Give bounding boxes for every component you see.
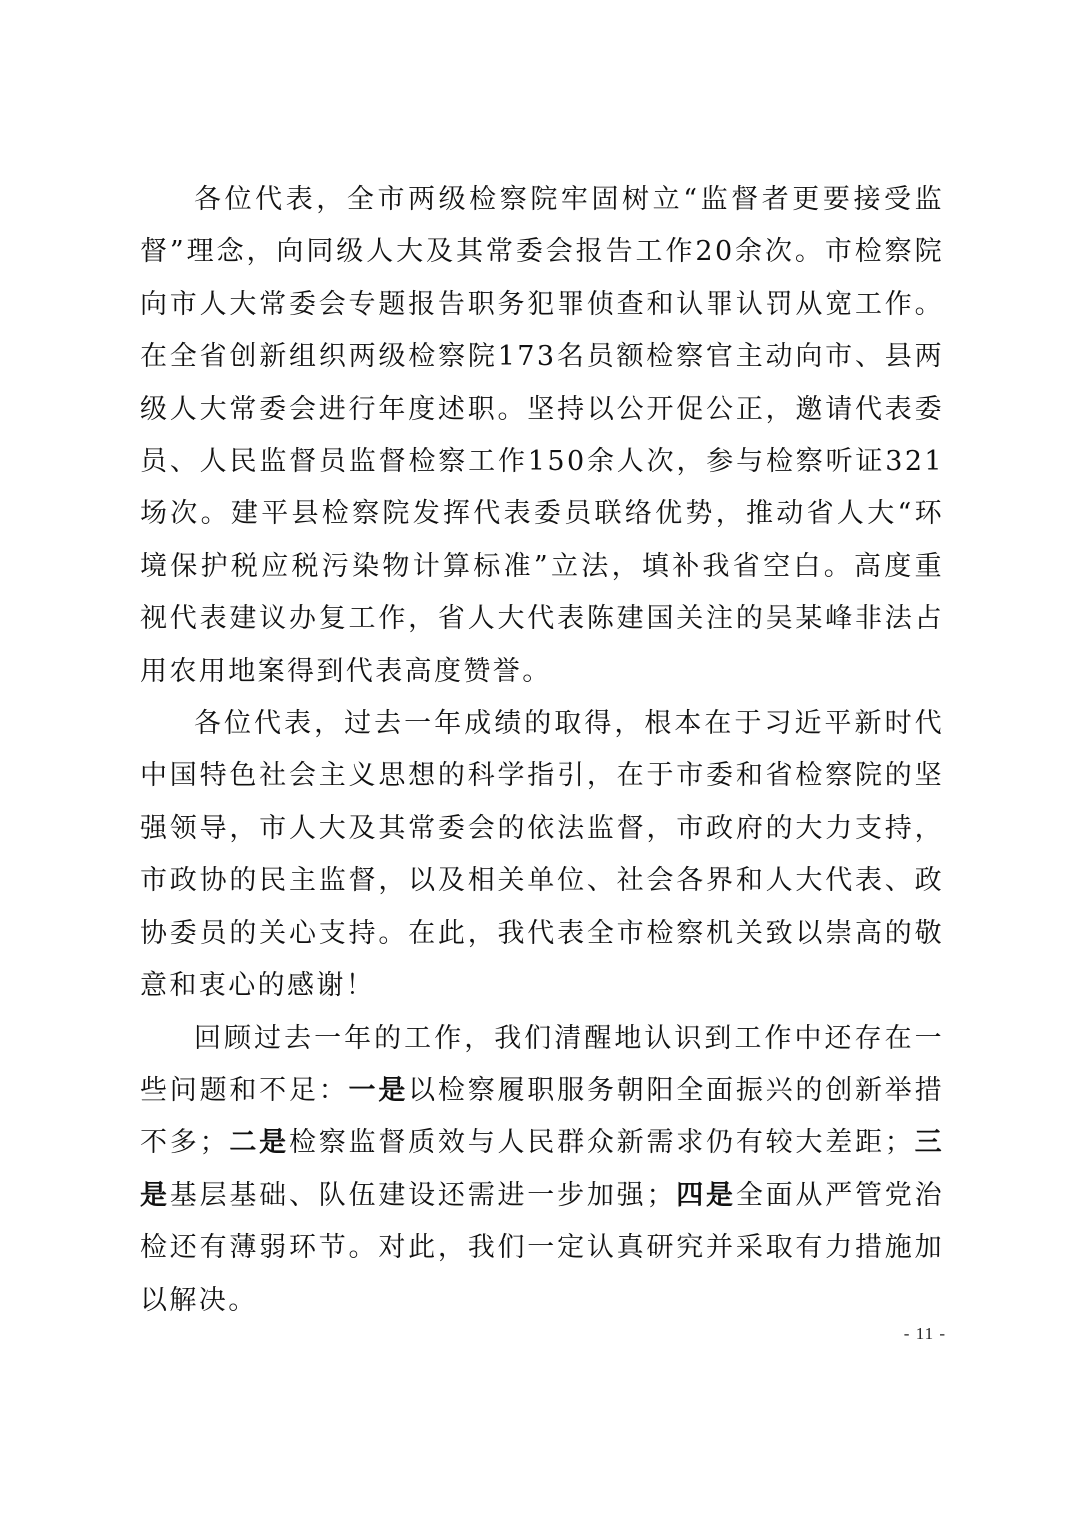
- point-four-label: 四是: [675, 1179, 736, 1211]
- point-one-text: 以检察履职服务朝阳全面振兴的创新举措不多；: [140, 1074, 944, 1159]
- point-two-label: 二是: [228, 1127, 289, 1159]
- paragraph-2-text: 各位代表，过去一年成绩的取得，根本在于习近平新时代中国特色社会主义思想的科学指引，在于市委和省检察院的坚强领导，市人大及其常委会的依法监督，市政府的大力支持，市政协的民主监督，以及相关单位、社会各界和人大代表、政协委员的关心支持。在此，我代表全市检察机关致以崇高的敬意和衷心的感谢！: [140, 708, 944, 1002]
- point-two-text: 检察监督质效与人民群众新需求仍有较大差距；: [288, 1127, 915, 1159]
- point-three-text: 基层基础、队伍建设还需进一步加强；: [169, 1179, 676, 1211]
- paragraph-2: [140, 698, 944, 1012]
- paragraph-1: [140, 174, 944, 698]
- point-one-label: 一是: [348, 1074, 409, 1106]
- point-four-text: 全面从严管党治检还有薄弱环节。对此，我们一定认真研究并采取有力措施加以解决。: [140, 1179, 944, 1316]
- paragraph-3: [140, 1013, 944, 1327]
- document-body: [140, 174, 944, 1327]
- paragraph-3-intro: 回顾过去一年的工作，我们清醒地认识到工作中还存在一些问题和不足：: [140, 1022, 944, 1106]
- paragraph-1-text: 各位代表，全市两级检察院牢固树立“监督者更要接受监督”理念，向同级人大及其常委会报告工作20余次。市检察院向市人大常委会专题报告职务犯罪侦查和认罪认罚从宽工作。在全省创新组织两级检察院173名员额检察官主动向市、县两级人大常委会进行年度述职。坚持以公开促公正，邀请代表委员、人民监督员监督检察工作150余人次，参与检察听证321场次。建平县检察院发挥代表委员联络优势，推动省人大“环境保护税应税污染物计算标准”立法，填补我省空白。高度重视代表建议办复工作，省人大代表陈建国关注的吴某峰非法占用农用地案得到代表高度赞誉。: [140, 184, 944, 687]
- point-three-label: 三是: [140, 1127, 944, 1211]
- page-number: - 11 -: [903, 1324, 946, 1343]
